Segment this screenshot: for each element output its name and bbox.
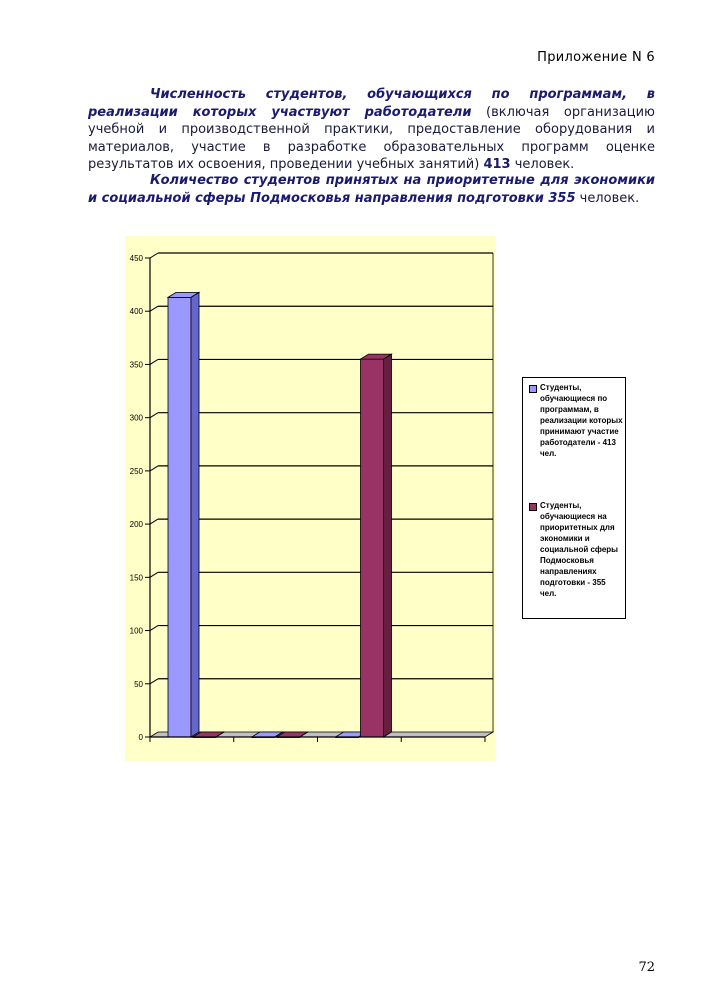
- y-tick-label: 150: [129, 573, 143, 583]
- legend-label-priority: Студенты, обучающиеся на приоритетных для экономики и социальной сферы Подмосковья направлениях подготовки - 355 чел.: [540, 501, 618, 598]
- chart-legend: [522, 377, 626, 619]
- y-tick-label: 400: [129, 307, 143, 317]
- y-tick-label: 50: [134, 679, 143, 689]
- page-number: 72: [638, 960, 655, 975]
- y-tick-label: 100: [129, 626, 143, 636]
- y-tick-label: 450: [129, 254, 143, 263]
- employers-details: (включая организацию учебной и производственной практики, предоставление оборудования и материалов, участие в разработке образовательных программ оценке результатов их освоения, проведении учебных занятий): [88, 104, 656, 172]
- paragraph-priority: [88, 172, 655, 207]
- legend-label-employers: Студенты, обучающиеся по программам, в реализации которых принимают участие работодатели - 413 чел.: [540, 383, 623, 458]
- y-tick-label: 200: [129, 520, 143, 530]
- chart-area: [125, 236, 495, 761]
- employers-heading: Численность студентов, обучающихся по программам, в реализации которых участвуют работодатели: [88, 87, 655, 120]
- y-tick-label: 300: [129, 413, 143, 423]
- employers-count: 413: [483, 157, 511, 172]
- paragraph-employers: [88, 86, 655, 174]
- legend-item-employers: [529, 382, 623, 459]
- legend-swatch-priority: [529, 503, 537, 511]
- legend-swatch-employers: [529, 385, 537, 393]
- appendix-label: Приложение N 6: [537, 50, 655, 65]
- employers-unit: человек.: [510, 157, 575, 172]
- y-tick-label: 250: [129, 466, 143, 476]
- legend-item-priority: [529, 500, 623, 599]
- y-tick-label: 350: [129, 360, 143, 370]
- priority-unit: человек.: [575, 190, 640, 206]
- y-tick-label: 0: [138, 733, 143, 742]
- priority-heading: Количество студентов принятых на приоритетные для экономики и социальной сферы Подмосковья направления подготовки 355: [88, 173, 655, 206]
